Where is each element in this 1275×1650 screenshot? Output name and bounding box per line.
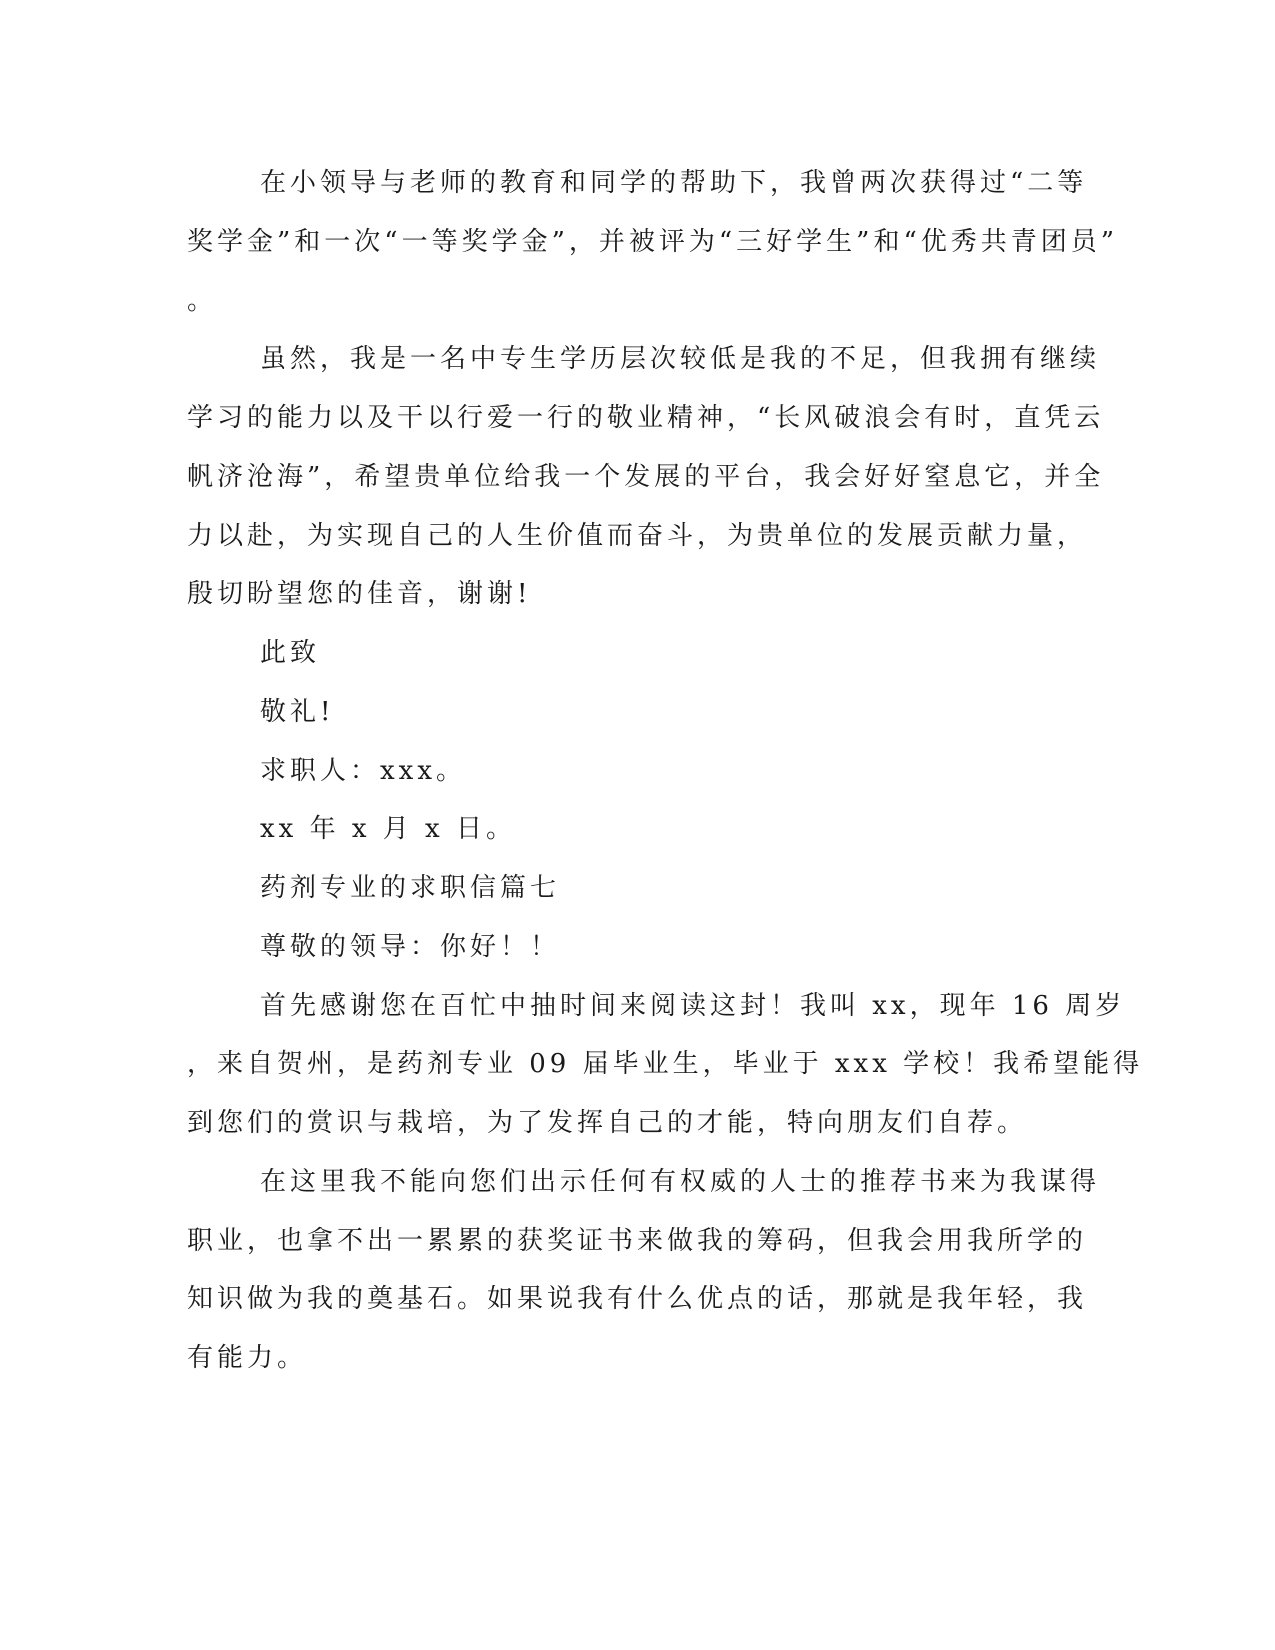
paragraph-2-line-3: 帆济沧海”，希望贵单位给我一个发展的平台，我会好好窒息它，并全 <box>187 462 1105 492</box>
paragraph-4-line-1: 在这里我不能向您们出示任何有权威的人士的推荐书来为我谋得 <box>260 1167 1101 1197</box>
paragraph-1-line-2: 奖学金”和一次“一等奖学金”，并被评为“三好学生”和“优秀共青团员” <box>187 227 1119 257</box>
paragraph-3-line-1: 首先感谢您在百忙中抽时间来阅读这封！我叫 xx，现年 16 周岁 <box>260 991 1126 1021</box>
date-line: xx 年 x 月 x 日。 <box>260 814 516 844</box>
salute-line: 敬礼! <box>260 697 335 727</box>
paragraph-1-line-3: 。 <box>187 286 218 316</box>
paragraph-2-line-5: 殷切盼望您的佳音，谢谢! <box>187 579 532 609</box>
paragraph-2-line-2: 学习的能力以及干以行爱一行的敬业精神，“长风破浪会有时，直凭云 <box>187 403 1105 433</box>
paragraph-2-line-1: 虽然，我是一名中专生学历层次较低是我的不足，但我拥有继续 <box>260 344 1101 374</box>
paragraph-4-line-4: 有能力。 <box>187 1343 308 1373</box>
paragraph-3-line-2: ，来自贺州，是药剂专业 09 届毕业生，毕业于 xxx 学校！我希望能得 <box>187 1049 1144 1079</box>
paragraph-4-line-2: 职业，也拿不出一累累的获奖证书来做我的筹码，但我会用我所学的 <box>187 1226 1088 1256</box>
section-title: 药剂专业的求职信篇七 <box>260 873 561 903</box>
signature-line: 求职人：xxx。 <box>260 756 466 786</box>
paragraph-1-line-1: 在小领导与老师的教育和同学的帮助下，我曾两次获得过“二等 <box>260 168 1088 198</box>
paragraph-3-line-3: 到您们的赏识与栽培，为了发挥自己的才能，特向朋友们自荐。 <box>187 1108 1028 1138</box>
paragraph-4-line-3: 知识做为我的奠基石。如果说我有什么优点的话，那就是我年轻，我 <box>187 1284 1088 1314</box>
paragraph-2-line-4: 力以赴，为实现自己的人生价值而奋斗，为贵单位的发展贡献力量， <box>187 521 1088 551</box>
closing-line: 此致 <box>260 638 321 668</box>
greeting-line: 尊敬的领导：你好！！ <box>260 932 561 962</box>
